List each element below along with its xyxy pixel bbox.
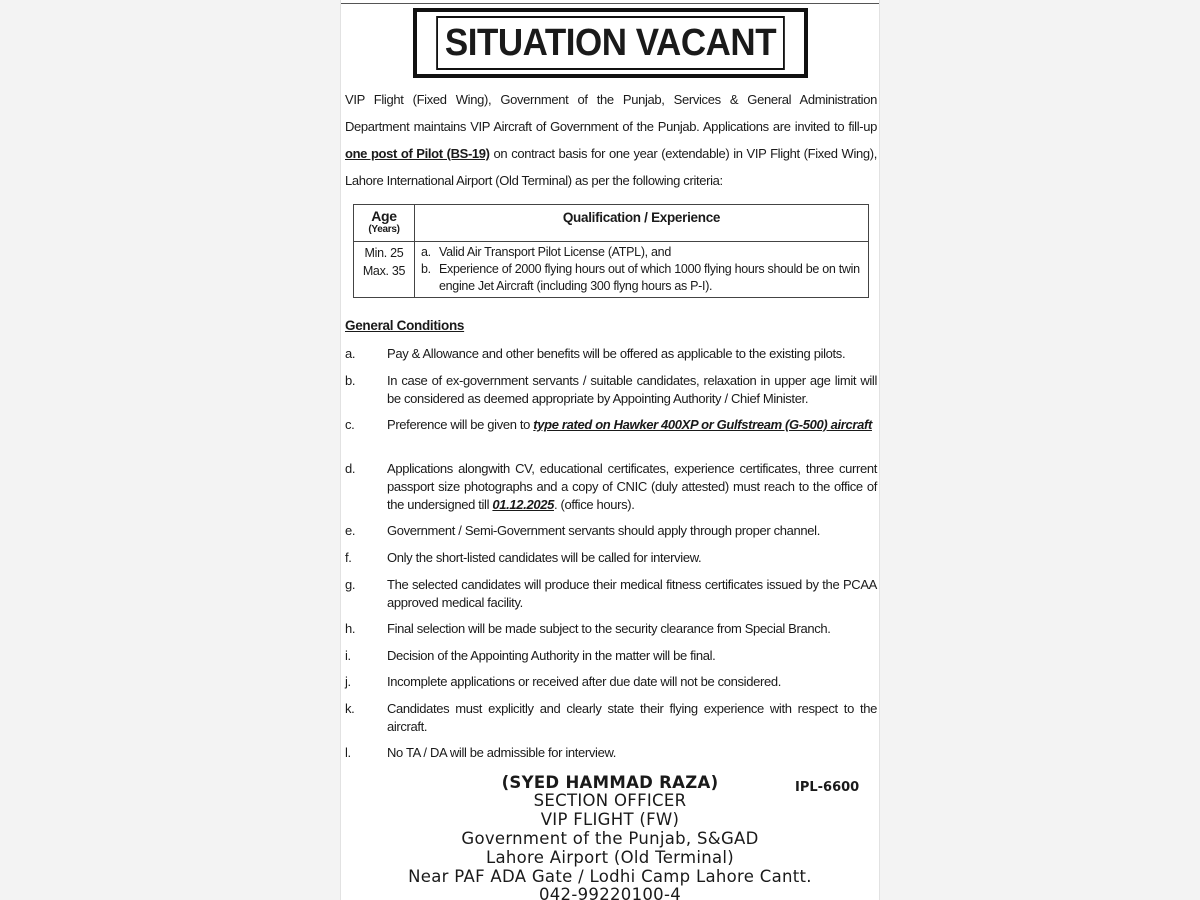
qualification-cell: [415, 242, 869, 298]
condition-letter: h.: [345, 621, 356, 636]
signatory-designation: SECTION OFFICER: [533, 791, 687, 810]
general-conditions-title: General Conditions: [345, 318, 465, 333]
intro-paragraph: [345, 86, 877, 194]
condition-item: [345, 549, 877, 567]
signatory-address: Near PAF ADA Gate / Lodhi Camp Lahore Cantt.: [408, 867, 812, 886]
age-header-cell: [354, 205, 415, 242]
condition-item: [345, 673, 877, 691]
qualification-letter: b.: [421, 262, 431, 276]
condition-text: Pay & Allowance and other benefits will be offered as applicable to the existing pilots.: [387, 346, 846, 361]
condition-text: Only the short-listed candidates will be called for interview.: [387, 550, 702, 565]
condition-letter: e.: [345, 523, 356, 538]
condition-item: [345, 700, 877, 736]
qualification-header: Qualification / Experience: [562, 210, 721, 225]
age-min: Min. 25: [364, 246, 404, 260]
age-range-cell: [354, 242, 415, 298]
qualification-header-cell: [415, 205, 869, 242]
condition-text: Government / Semi-Government servants should apply through proper channel.: [387, 523, 820, 538]
intro-text-1: VIP Flight (Fixed Wing), Government of the Punjab, Services & General Administration Department maintains VIP Aircraft of Government of the Punjab. Applications are invited to fill-up: [345, 92, 877, 134]
condition-letter: c.: [345, 417, 355, 432]
condition-text: [387, 416, 877, 434]
criteria-body-row: [354, 242, 869, 298]
condition-item: [345, 522, 877, 540]
signatory-department: Government of the Punjab, S&GAD: [461, 829, 759, 848]
deadline-date: 01.12.2025: [492, 497, 554, 512]
condition-letter: f.: [345, 550, 352, 565]
signatory-unit: VIP FLIGHT (FW): [540, 810, 680, 829]
condition-text: No TA / DA will be admissible for interview.: [387, 745, 617, 760]
qualification-text: Valid Air Transport Pilot License (ATPL), and: [439, 245, 671, 259]
age-subheader: (Years): [368, 224, 400, 235]
condition-letter: a.: [345, 346, 356, 361]
condition-letter: j.: [345, 674, 351, 689]
qualification-item: [421, 261, 862, 295]
criteria-table: [353, 204, 869, 298]
signatory-location: Lahore Airport (Old Terminal): [486, 848, 734, 867]
condition-text-pre: Applications alongwith CV, educational certificates, experience certificates, three current passport size photographs and a copy of CNIC (duly attested) must reach to the office of the undersigned till: [387, 461, 877, 512]
qualification-item: [421, 244, 862, 261]
condition-item: [345, 372, 877, 408]
condition-text: Final selection will be made subject to the security clearance from Special Branch.: [387, 621, 831, 636]
condition-letter: d.: [345, 461, 356, 476]
condition-text: The selected candidates will produce their medical fitness certificates issued by the PCAA approved medical facility.: [387, 577, 877, 610]
age-header: Age: [371, 208, 397, 224]
condition-text: Decision of the Appointing Authority in the matter will be final.: [387, 648, 716, 663]
age-max: Max. 35: [362, 264, 406, 278]
condition-letter: l.: [345, 745, 351, 760]
condition-item: [345, 647, 877, 665]
condition-text: In case of ex-government servants / suitable candidates, relaxation in upper age limit will be considered as deemed appropriate by Appointing Authority / Chief Minister.: [387, 373, 877, 406]
condition-text-post: . (office hours).: [553, 497, 635, 512]
intro-post: one post of Pilot (BS-19): [345, 146, 490, 161]
page-title: SITUATION VACANT: [436, 16, 785, 70]
condition-text-pre: Preference will be given to: [387, 417, 534, 432]
signatory-phone: 042-99220100-4: [538, 885, 682, 900]
intro-text-2: on contract basis for one year (extendable) in VIP Flight (Fixed Wing), Lahore International Airport (Old Terminal) as per the following criteria:: [345, 146, 877, 188]
condition-text: Incomplete applications or received after due date will not be considered.: [387, 674, 781, 689]
advertisement-page: [340, 0, 880, 900]
condition-text: [387, 460, 877, 514]
condition-letter: g.: [345, 577, 356, 592]
condition-letter: i.: [345, 648, 351, 663]
condition-item: [345, 460, 877, 514]
condition-item: [345, 576, 877, 612]
top-divider: [341, 3, 879, 4]
ipl-code: IPL-6600: [795, 780, 860, 795]
title-frame: [413, 8, 808, 78]
qualification-letter: a.: [421, 245, 431, 259]
condition-letter: k.: [345, 701, 355, 716]
condition-item: [345, 416, 877, 434]
signatory-name: (SYED HAMMAD RAZA): [501, 773, 719, 792]
condition-item: [345, 620, 877, 638]
condition-text: Candidates must explicitly and clearly state their flying experience with respect to the aircraft.: [387, 701, 877, 734]
qualification-text: Experience of 2000 flying hours out of which 1000 flying hours should be on twin engine Jet Aircraft (including 300 flyng hours as P-I).: [439, 262, 860, 293]
condition-emphasis: type rated on Hawker 400XP or Gulfstream (G-500) aircraft: [533, 417, 872, 432]
condition-letter: b.: [345, 373, 356, 388]
condition-item: [345, 744, 877, 762]
criteria-header-row: [354, 205, 869, 242]
condition-item: [345, 345, 877, 363]
